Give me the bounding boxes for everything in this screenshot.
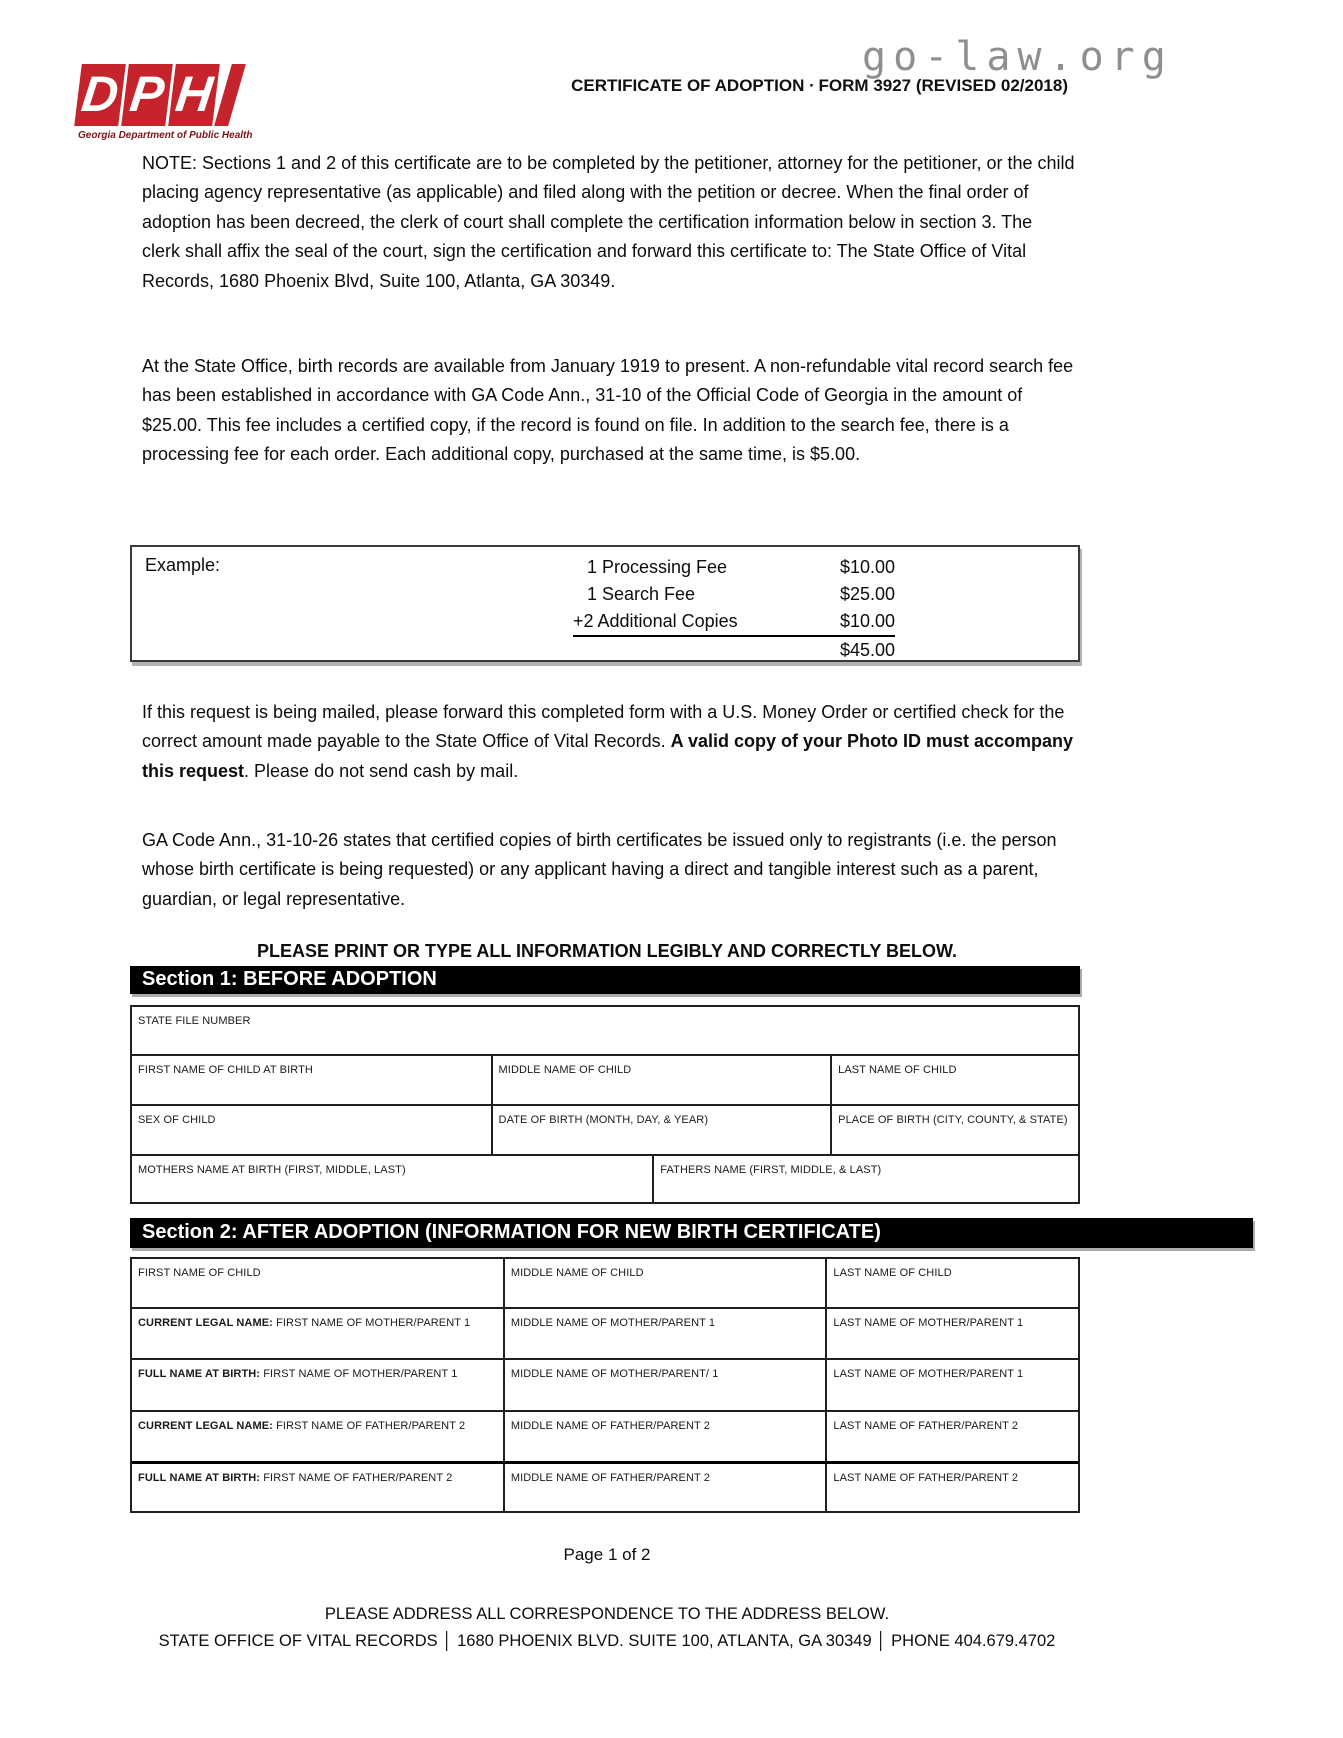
field-label: MIDDLE NAME OF FATHER/PARENT 2 [510,1420,711,1432]
correspondence-note: PLEASE ADDRESS ALL CORRESPONDENCE TO THE ADDRESS BELOW. [324,1605,890,1623]
fee-total: $45.00 [839,640,895,660]
fee-amount: $10.00 [839,557,895,577]
field-father-birth-first-name[interactable] [132,1464,503,1511]
table-row [132,1054,1078,1104]
field-fathers-name[interactable] [652,1156,1078,1202]
field-mother-birth-middle-name[interactable] [503,1360,826,1410]
fee-row-processing [573,554,895,581]
example-label: Example: [145,555,221,575]
field-new-first-name-of-child[interactable] [132,1259,503,1307]
table-row [132,1007,1078,1054]
fee-amount: $25.00 [839,584,895,604]
field-label: FIRST NAME OF CHILD AT BIRTH [138,1064,313,1076]
table-row [132,1104,1078,1154]
table-row [132,1307,1078,1358]
form-title: CERTIFICATE OF ADOPTION ∙ FORM 3927 (REVISED 02/2018) [571,76,1068,95]
field-label-prefix: FULL NAME AT BIRTH: [138,1472,261,1484]
logo-letter-d: D [74,64,126,126]
field-label-prefix: CURRENT LEGAL NAME: [138,1420,273,1432]
field-label: LAST NAME OF MOTHER/PARENT 1 [833,1368,1024,1380]
mailing-paragraph [142,698,1075,786]
section-1-header: Section 1: BEFORE ADOPTION [130,966,1080,994]
dph-logo-mark [78,64,246,126]
logo-letter-h: H [168,64,220,126]
field-label: MIDDLE NAME OF MOTHER/PARENT/ 1 [510,1368,719,1380]
field-state-file-number[interactable] [132,1007,1078,1054]
watermark: go-law.org [862,34,1173,80]
field-label-prefix: CURRENT LEGAL NAME: [138,1317,273,1329]
field-label [138,1472,452,1484]
section-2-header: Section 2: AFTER ADOPTION (INFORMATION FOR NEW BIRTH CERTIFICATE) [130,1218,1253,1248]
page-number: Page 1 of 2 [563,1545,651,1564]
fee-item-label: 1 Search Fee [587,584,696,604]
field-middle-name-of-child[interactable] [491,1056,831,1104]
field-label [138,1420,465,1432]
field-mother-current-legal-first-name[interactable] [132,1309,503,1358]
field-place-of-birth[interactable] [830,1106,1078,1154]
ga-code-paragraph: GA Code Ann., 31-10-26 states that certified copies of birth certificates be issued only to registrants (i.e. the person whose birth certificate is being requested) or any applicant having a direct and tangible interest such as a parent, guardian, or legal representative. [142,830,1057,909]
field-mother-birth-first-name[interactable] [132,1360,503,1410]
state-office-paragraph: At the State Office, birth records are available from January 1919 to present. A non-refundable vital record search fee has been established in accordance with GA Code Ann., 31-10 of the Official Code of Georgia in the amount of $25.00. This fee includes a certified copy, if the record is found on file. In addition to the search fee, there is a processing fee for each order. Each additional copy, purchased at the same time, is $5.00. [142,356,1074,465]
field-sex-of-child[interactable] [132,1106,491,1154]
fee-table [573,554,895,664]
field-label: LAST NAME OF CHILD [838,1064,957,1076]
logo-letter-p: P [121,64,173,126]
field-label: MIDDLE NAME OF CHILD [510,1267,644,1279]
field-father-current-legal-last-name[interactable] [825,1412,1078,1461]
field-label: MIDDLE NAME OF FATHER/PARENT 2 [510,1472,711,1484]
mailing-text: If this request is being mailed, please forward this completed form with a U.S. Money Order or certified check for the correct amount made payable to the State Office of Vital Records. [142,702,1065,752]
field-first-name-of-child-at-birth[interactable] [132,1056,491,1104]
photo-id-bold-text: A valid copy of your Photo ID must accompany this request [142,731,1074,781]
field-label: LAST NAME OF FATHER/PARENT 2 [833,1420,1019,1432]
fee-item-label: +2 Additional Copies [573,611,738,631]
field-label: PLACE OF BIRTH (CITY, COUNTY, & STATE) [838,1114,1068,1126]
table-row [132,1259,1078,1307]
field-label: LAST NAME OF MOTHER/PARENT 1 [833,1317,1024,1329]
table-row [132,1461,1078,1511]
field-label-text: FIRST NAME OF MOTHER/PARENT 1 [272,1317,471,1329]
table-row [132,1154,1078,1202]
logo-tagline: Georgia Department of Public Health [78,130,253,141]
fee-row-additional-copies [573,608,895,637]
logo-slash-shape [214,64,246,126]
field-father-birth-middle-name[interactable] [503,1464,826,1511]
field-label-prefix: FULL NAME AT BIRTH: [138,1368,261,1380]
fee-row-search [573,581,895,608]
section-1-table [130,1005,1080,1204]
field-label: SEX OF CHILD [138,1114,216,1126]
field-label: FIRST NAME OF CHILD [138,1267,261,1279]
field-father-current-legal-middle-name[interactable] [503,1412,826,1461]
table-row [132,1410,1078,1461]
field-new-middle-name-of-child[interactable] [503,1259,826,1307]
section-2-table [130,1257,1080,1513]
field-label: MIDDLE NAME OF MOTHER/PARENT 1 [510,1317,716,1329]
field-father-current-legal-first-name[interactable] [132,1412,503,1461]
field-label-text: FIRST NAME OF FATHER/PARENT 2 [272,1420,466,1432]
field-mother-current-legal-last-name[interactable] [825,1309,1078,1358]
field-date-of-birth[interactable] [491,1106,831,1154]
field-label [138,1317,470,1329]
field-label: DATE OF BIRTH (MONTH, DAY, & YEAR) [498,1114,709,1126]
field-mother-current-legal-middle-name[interactable] [503,1309,826,1358]
field-label-text: FIRST NAME OF MOTHER/PARENT 1 [260,1368,458,1380]
field-mother-birth-last-name[interactable] [825,1360,1078,1410]
fee-amount: $10.00 [839,611,895,631]
field-label: STATE FILE NUMBER [138,1015,251,1027]
field-last-name-of-child[interactable] [830,1056,1078,1104]
field-label [138,1368,457,1380]
field-label: FATHERS NAME (FIRST, MIDDLE, & LAST) [660,1164,882,1176]
fee-example-box [130,545,1080,662]
field-label: MIDDLE NAME OF CHILD [498,1064,632,1076]
field-father-birth-last-name[interactable] [825,1464,1078,1511]
note-paragraph: NOTE: Sections 1 and 2 of this certificate are to be completed by the petitioner, attorney for the petitioner, or the child placing agency representative (as applicable) and filed along with the petition or decree. When the final order of adoption has been decreed, the clerk of court shall complete the certification information below in section 3. The clerk shall affix the seal of the court, sign the certification and forward this certificate to: The State Office of Vital Records, 1680 Phoenix Blvd, Suite 100, Atlanta, GA 30349. [142,153,1075,291]
table-row [132,1358,1078,1410]
mailing-text-end: . Please do not send cash by mail. [244,760,519,781]
field-mothers-name-at-birth[interactable] [132,1156,652,1202]
field-label: LAST NAME OF FATHER/PARENT 2 [833,1472,1019,1484]
field-new-last-name-of-child[interactable] [825,1259,1078,1307]
field-label-text: FIRST NAME OF FATHER/PARENT 2 [260,1472,453,1484]
field-label: LAST NAME OF CHILD [833,1267,952,1279]
print-legibly-instruction: PLEASE PRINT OR TYPE ALL INFORMATION LEGIBLY AND CORRECTLY BELOW. [256,941,958,961]
dph-logo [78,64,253,141]
field-label: MOTHERS NAME AT BIRTH (FIRST, MIDDLE, LAST) [138,1164,406,1176]
office-address-line: STATE OFFICE OF VITAL RECORDS │ 1680 PHOENIX BLVD. SUITE 100, ATLANTA, GA 30349 │ PHONE 404.679.4702 [158,1632,1056,1650]
fee-item-label: 1 Processing Fee [587,557,728,577]
